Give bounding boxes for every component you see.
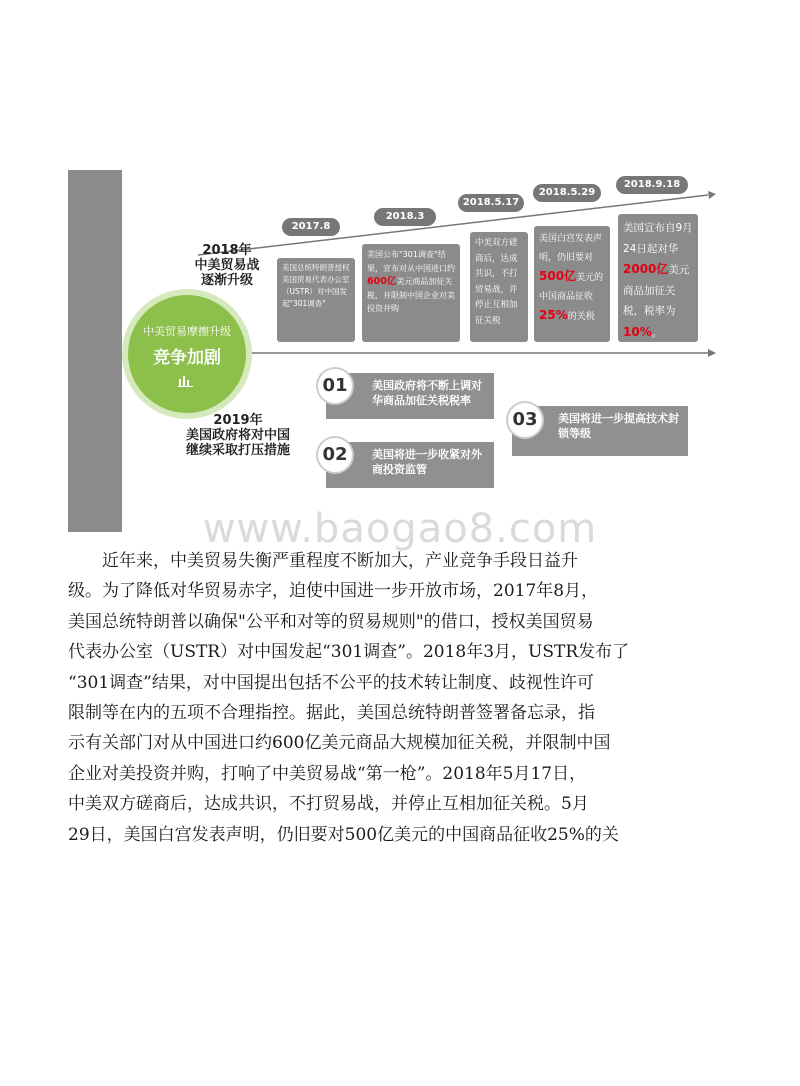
event-text-post: 的关税 xyxy=(567,312,595,322)
paragraph-line: 29日，美国白宫发表声明，仍旧要对500亿美元的中国商品征收25%的关 xyxy=(68,824,619,845)
measure-number-03: 03 xyxy=(508,403,542,437)
timeline-date-2018-5-17: 2018.5.17 xyxy=(458,194,524,212)
era-2019-line-3: 继续采取打压措施 xyxy=(185,443,290,458)
body-paragraph xyxy=(68,546,720,850)
event-highlight: 500亿 xyxy=(539,269,577,283)
era-2018-line-1: 2018年 xyxy=(202,243,252,258)
circle-title: 竞争加剧 xyxy=(153,348,221,368)
timeline-event-2018-5-17 xyxy=(470,232,528,342)
measure-number-01: 01 xyxy=(318,369,352,403)
era-2018-label xyxy=(186,243,268,288)
paragraph-line: 企业对美投资并购，打响了中美贸易战“第一枪”。2018年5月17日， xyxy=(68,763,587,784)
paragraph-line: 限制等在内的五项不合理指控。据此，美国总统特朗普签署备忘录，指 xyxy=(68,702,595,723)
measure-number-02: 02 xyxy=(318,438,352,472)
event-text-pre: 美国宣布自9月24日起对华 xyxy=(623,222,693,255)
event-text-pre: 美国公布"301调查"结果，宣布对从中国进口约 xyxy=(367,250,455,273)
bar-chart-icon xyxy=(178,373,194,391)
event-highlight: 2000亿 xyxy=(623,262,669,276)
paragraph-line: 美国总统特朗普以确保"公平和对等的贸易规则"的借口，授权美国贸易 xyxy=(68,611,594,632)
center-circle xyxy=(128,295,246,413)
timeline-event-2017-8 xyxy=(277,258,355,342)
paragraph-line: 中美双方磋商后，达成共识，不打贸易战，并停止互相加征关税。5月 xyxy=(68,794,589,815)
era-2019-label xyxy=(178,413,298,458)
timeline-event-text: 中美双方磋商后，达成共识，不打贸易战，并停止互相加征关税 xyxy=(475,238,518,326)
timeline-event-2018-5-29 xyxy=(534,226,610,342)
paragraph-line: 级。为了降低对华贸易赤字，迫使中国进一步开放市场，2017年8月， xyxy=(68,581,599,602)
measure-text: 美国将进一步提高技术封锁等级 xyxy=(558,412,679,440)
era-2019-line-2: 美国政府将对中国 xyxy=(185,428,290,443)
paragraph-line: “301调查”结果，对中国提出包括不公平的技术转让制度、歧视性许可 xyxy=(68,672,594,693)
event-text-mid: 美元商品加征关税，税率为 xyxy=(623,264,690,317)
timeline-date-2018-3: 2018.3 xyxy=(374,208,436,226)
timeline-event-2018-9-18 xyxy=(618,214,698,342)
event-text-post: 美元商品加征关税，并限制中国企业对美投资并购 xyxy=(367,277,455,313)
watermark: www.baogao8.com xyxy=(202,506,598,552)
timeline-date-2017-8: 2017.8 xyxy=(282,218,340,236)
event-text-post: 。 xyxy=(651,326,663,339)
timeline-date-2018-5-29: 2018.5.29 xyxy=(533,184,601,202)
timeline-date-2018-9-18: 2018.9.18 xyxy=(616,176,688,194)
event-text-pre: 美国白宫发表声明，仍旧要对 xyxy=(539,234,603,263)
era-2018-line-3: 逐渐升级 xyxy=(200,273,253,288)
paragraph-line: 代表办公室（USTR）对中国发起“301调查”。2018年3月，USTR发布了 xyxy=(68,642,630,663)
measure-text: 美国将进一步收紧对外商投资监管 xyxy=(372,448,482,476)
paragraph-line: 近年来，中美贸易失衡严重程度不断加大，产业竞争手段日益升 xyxy=(102,551,578,571)
era-2018-line-2: 中美贸易战 xyxy=(194,258,260,273)
era-2019-line-1: 2019年 xyxy=(213,413,263,428)
event-highlight: 600亿 xyxy=(367,276,397,287)
timeline-event-text: 美国总统特朗普授权美国贸易代表办公室（USTR）对中国发起"301调查" xyxy=(282,263,350,308)
trade-war-infographic xyxy=(68,170,718,532)
event-text-mid: 美元的中国商品征收 xyxy=(539,273,604,302)
circle-subtitle: 中美贸易摩擦升级 xyxy=(143,325,231,338)
timeline-event-2018-3 xyxy=(362,244,460,342)
paragraph-line: 示有关部门对从中国进口约600亿美元商品大规模加征关税，并限制中国 xyxy=(68,733,611,754)
measure-text: 美国政府将不断上调对华商品加征关税税率 xyxy=(372,379,482,407)
event-highlight-2: 10% xyxy=(623,324,652,339)
event-highlight-2: 25% xyxy=(539,308,568,322)
